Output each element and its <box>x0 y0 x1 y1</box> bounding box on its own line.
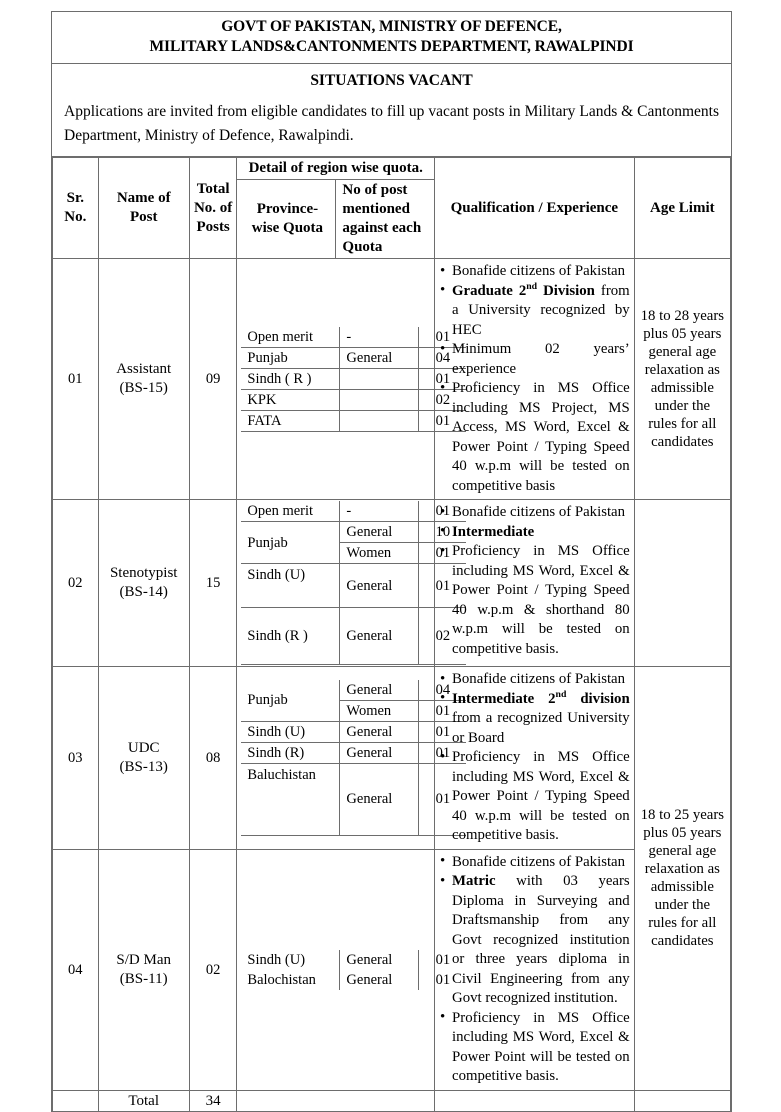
quota-type: General <box>340 680 419 701</box>
qualification-list <box>439 262 630 496</box>
row-sr-no: 03 <box>53 667 99 850</box>
quota-type: General <box>340 721 419 742</box>
row-post-name <box>98 849 189 1090</box>
col-header-qualification: Qualification / Experience <box>435 158 635 259</box>
quota-province: Punjab <box>241 680 340 722</box>
quota-type: General <box>340 522 419 543</box>
total-spacer <box>53 1090 99 1111</box>
qualification-item <box>439 262 630 282</box>
quota-type: General <box>340 763 419 835</box>
row-quota-cell <box>237 849 451 1090</box>
quota-count: 02 <box>419 389 467 410</box>
quota-subheader-host <box>237 180 435 259</box>
quota-type: Women <box>340 543 419 564</box>
row-quota-cell <box>237 667 451 850</box>
row-post-name <box>98 259 189 500</box>
qual-text: from a recognized University or Board <box>452 710 630 746</box>
quota-province: Balochistan <box>247 971 316 988</box>
situations-vacant-title: SITUATIONS VACANT <box>310 72 473 89</box>
quota-table <box>241 950 466 990</box>
qualification-list <box>439 503 630 659</box>
quota-count: 10 <box>419 522 467 543</box>
qual-text: Proficiency in MS Office including MS Word, Excel & Power Point will be tested on competitive basis. <box>452 1009 630 1084</box>
quota-count: 01 <box>419 700 467 721</box>
quota-province: Sindh ( R ) <box>241 368 340 389</box>
quota-count: 01 <box>419 970 467 990</box>
quota-type: General <box>340 608 419 665</box>
quota-row <box>241 680 466 701</box>
quota-row <box>241 763 466 835</box>
notice-header <box>52 12 731 64</box>
table-row <box>53 500 731 667</box>
post-scale: (BS-14) <box>119 584 168 600</box>
qual-text: Bonafide citizens of Pakistan <box>452 504 626 520</box>
quota-row <box>241 327 466 348</box>
qualification-item <box>439 542 630 659</box>
quota-province: Baluchistan <box>241 763 340 835</box>
quota-type: General <box>340 950 419 970</box>
quota-count: 01 <box>419 763 467 835</box>
row-age-limit: 18 to 28 years plus 05 years general age relaxation as admissible under the rules for all candidates <box>634 259 730 500</box>
situations-vacant-block <box>52 64 731 157</box>
table-row <box>53 667 731 850</box>
col-header-detail-region-quota: Detail of region wise quota. <box>237 158 435 180</box>
post-scale: (BS-11) <box>119 970 168 987</box>
quota-type: Women <box>340 700 419 721</box>
quota-type: - <box>340 327 419 348</box>
quota-row <box>241 564 466 608</box>
qualification-item <box>439 282 630 341</box>
row-age-limit <box>634 500 730 667</box>
quota-province: Punjab <box>241 347 340 368</box>
qual-lead: Intermediate <box>452 523 535 540</box>
row-sr-no: 02 <box>53 500 99 667</box>
row-quota-cell <box>237 500 451 667</box>
quota-type: General <box>340 347 419 368</box>
quota-subheader-table <box>237 180 453 258</box>
row-qualification <box>435 259 635 500</box>
quota-count: 01 <box>419 410 467 431</box>
qual-text: Proficiency in MS Office including MS Word, Excel & Power Point / Typing Speed 40 w.p.m will be tested on competitive basis. <box>452 749 630 843</box>
row-total-posts: 15 <box>189 500 237 667</box>
row-qualification <box>435 500 635 667</box>
quota-count: 04 <box>419 347 467 368</box>
org-line-2: MILITARY LANDS&CANTONMENTS DEPARTMENT, RAWALPINDI <box>149 38 634 55</box>
quota-row <box>241 970 466 990</box>
total-label: Total <box>98 1090 189 1111</box>
table-head <box>53 158 731 259</box>
col-header-total-posts: Total No. of Posts <box>189 158 237 259</box>
qual-lead: Graduate 2nd Division <box>452 280 595 299</box>
qual-text: Bonafide citizens of Pakistan <box>452 853 626 870</box>
quota-count: 04 <box>419 680 467 701</box>
qualification-item <box>439 853 630 873</box>
post-title: S/D Man <box>116 951 171 968</box>
quota-row <box>241 608 466 665</box>
qualification-item <box>439 503 630 523</box>
vacancy-table <box>52 157 731 1112</box>
row-age-limit: 18 to 25 years plus 05 years general age relaxation as admissible under the rules for all candidates <box>634 667 730 1091</box>
row-sr-no: 04 <box>53 849 99 1090</box>
qualification-item <box>439 670 630 690</box>
qual-text: Minimum 02 years’ experience <box>452 341 630 377</box>
row-post-name <box>98 500 189 667</box>
quota-row <box>241 501 466 522</box>
quota-type <box>340 368 419 389</box>
post-title: Stenotypist <box>109 565 178 581</box>
quota-province: Sindh (U) <box>241 721 340 742</box>
vacancy-notice <box>51 11 732 1112</box>
row-sr-no: 01 <box>53 259 99 500</box>
quota-row <box>241 522 466 543</box>
qualification-item <box>439 1009 630 1087</box>
quota-count: 01 <box>419 721 467 742</box>
quota-province: Open merit <box>241 327 340 348</box>
row-qualification <box>435 849 635 1090</box>
post-scale: (BS-15) <box>119 380 168 396</box>
col-header-province-wise-quota: Province-wise Quota <box>237 180 336 258</box>
qual-text: with 03 years Diploma in Surveying and Draftsmanship from any Govt recognized institution or three years diploma in Civil Engineering from any Govt recognized institution. <box>452 873 630 1006</box>
qual-text: Proficiency in MS Office including MS Project, MS Access, MS Word, Excel & Power Point / Typing Speed 40 w.p.m will be tested on competitive basis <box>452 380 630 494</box>
table-row <box>53 259 731 500</box>
quota-count: 01 <box>419 368 467 389</box>
row-quota-cell <box>237 259 451 500</box>
col-header-name-of-post: Name of Post <box>98 158 189 259</box>
quota-row <box>241 368 466 389</box>
quota-type: General <box>340 564 419 608</box>
col-header-sr-no: Sr. No. <box>53 158 99 259</box>
qualification-list <box>439 670 630 846</box>
header-row-1 <box>53 158 731 180</box>
col-header-age-limit: Age Limit <box>634 158 730 259</box>
quota-row <box>241 950 466 970</box>
quota-subheader-row <box>237 180 453 258</box>
quota-count: 01 <box>419 564 467 608</box>
quota-province: Open merit <box>241 501 340 522</box>
quota-count: 01 <box>419 543 467 564</box>
table-total-row <box>53 1090 731 1111</box>
post-title: UDC <box>127 739 160 756</box>
total-qualification-empty <box>435 1090 635 1111</box>
qualification-item <box>439 748 630 846</box>
table-row <box>53 849 731 1090</box>
post-title: Assistant <box>116 361 172 377</box>
quota-province: Punjab <box>241 522 340 564</box>
quota-province: KPK <box>241 389 340 410</box>
qual-lead: Intermediate 2nd division <box>452 688 630 707</box>
quota-count: 01 <box>419 501 467 522</box>
quota-province: Sindh (U) <box>241 564 340 608</box>
quota-type: - <box>340 501 419 522</box>
qualification-item <box>439 379 630 496</box>
post-scale: (BS-13) <box>119 758 168 775</box>
col-header-no-of-post-mentioned: No of post mentioned against each Quota <box>336 180 454 258</box>
qual-text: Bonafide citizens of Pakistan <box>452 263 626 279</box>
quota-type: General <box>340 970 419 990</box>
quota-row <box>241 721 466 742</box>
total-age-empty <box>634 1090 730 1111</box>
quota-table <box>241 680 466 836</box>
quota-province: Sindh (R ) <box>241 608 340 665</box>
table-body <box>53 259 731 1112</box>
qual-text: from a University recognized by HEC <box>452 282 630 338</box>
quota-count: 01 <box>419 327 467 348</box>
total-value: 34 <box>189 1090 237 1111</box>
quota-count: 02 <box>419 608 467 665</box>
intro-paragraph: Applications are invited from eligible candidates to fill up vacant posts in Military Lands & Cantonments Department, Ministry of Defence, Rawalpindi. <box>64 103 719 144</box>
quota-row <box>241 389 466 410</box>
qual-text: Bonafide citizens of Pakistan <box>452 671 626 687</box>
qual-text: Proficiency in MS Office including MS Word, Excel & Power Point / Typing Speed 40 w.p.m & shorthand 80 w.p.m will be tested on competitive basis. <box>452 543 630 657</box>
qual-lead: Matric <box>452 873 496 889</box>
total-quota-empty <box>237 1090 435 1111</box>
quota-count: 01 <box>419 950 467 970</box>
quota-table <box>241 501 466 665</box>
quota-count: 01 <box>419 742 467 763</box>
row-qualification <box>435 667 635 850</box>
quota-province: FATA <box>241 410 340 431</box>
qualification-item <box>439 690 630 749</box>
qualification-item <box>439 523 630 543</box>
quota-row <box>241 347 466 368</box>
row-post-name <box>98 667 189 850</box>
quota-row <box>241 742 466 763</box>
row-total-posts: 02 <box>189 849 237 1090</box>
quota-type: General <box>340 742 419 763</box>
quota-type <box>340 410 419 431</box>
quota-table <box>241 327 466 432</box>
qualification-item <box>439 872 630 1009</box>
qualification-item <box>439 340 630 379</box>
quota-row <box>241 410 466 431</box>
quota-province: Sindh (U) <box>247 951 306 968</box>
org-line-1: GOVT OF PAKISTAN, MINISTRY OF DEFENCE, <box>221 18 562 35</box>
row-total-posts: 09 <box>189 259 237 500</box>
quota-type <box>340 389 419 410</box>
qualification-list <box>439 853 630 1087</box>
row-total-posts: 08 <box>189 667 237 850</box>
quota-province: Sindh (R) <box>241 742 340 763</box>
